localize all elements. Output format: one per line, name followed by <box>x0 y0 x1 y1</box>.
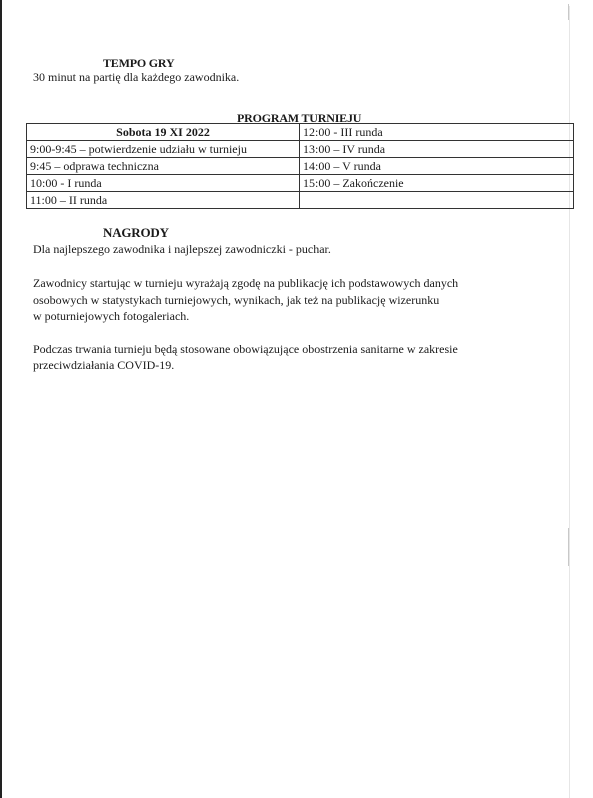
program-turnieju-heading: PROGRAM TURNIEJU <box>237 111 362 125</box>
schedule-cell: 11:00 – II runda <box>27 192 300 209</box>
schedule-table <box>26 123 574 209</box>
nagrody-heading: NAGRODY <box>103 225 169 240</box>
nagrody-text: Dla najlepszego zawodnika i najlepszej zawodniczki - puchar. <box>33 242 331 256</box>
schedule-cell: 14:00 – V runda <box>300 158 574 175</box>
consent-paragraph-line: osobowych w statystykach turniejowych, wynikach, jak też na publikację wizerunku <box>33 293 440 307</box>
consent-paragraph-line: w poturniejowych fotogaleriach. <box>33 309 190 323</box>
tempo-gry-text: 30 minut na partię dla każdego zawodnika. <box>33 70 240 84</box>
table-row <box>27 192 574 209</box>
covid-paragraph-line: Podczas trwania turnieju będą stosowane obowiązujące obostrzenia sanitarne w zakresie <box>33 342 458 356</box>
schedule-cell: 13:00 – IV runda <box>300 141 574 158</box>
page-edge-mark-bottom <box>568 528 569 566</box>
schedule-cell-empty <box>300 192 574 209</box>
table-row <box>27 124 574 141</box>
covid-paragraph-line: przeciwdziałania COVID-19. <box>33 358 175 372</box>
schedule-day-header: Sobota 19 XI 2022 <box>27 124 300 141</box>
page-left-border <box>0 0 2 798</box>
tempo-gry-heading: TEMPO GRY <box>103 56 175 70</box>
page-edge-mark-top <box>568 4 569 20</box>
consent-paragraph-line: Zawodnicy startując w turnieju wyrażają zgodę na publikację ich podstawowych danych <box>33 276 459 290</box>
schedule-cell: 9:00-9:45 – potwierdzenie udziału w turnieju <box>27 141 300 158</box>
table-row <box>27 141 574 158</box>
table-row <box>27 158 574 175</box>
schedule-cell: 10:00 - I runda <box>27 175 300 192</box>
schedule-cell: 15:00 – Zakończenie <box>300 175 574 192</box>
table-row <box>27 175 574 192</box>
schedule-cell: 9:45 – odprawa techniczna <box>27 158 300 175</box>
schedule-cell: 12:00 - III runda <box>300 124 574 141</box>
